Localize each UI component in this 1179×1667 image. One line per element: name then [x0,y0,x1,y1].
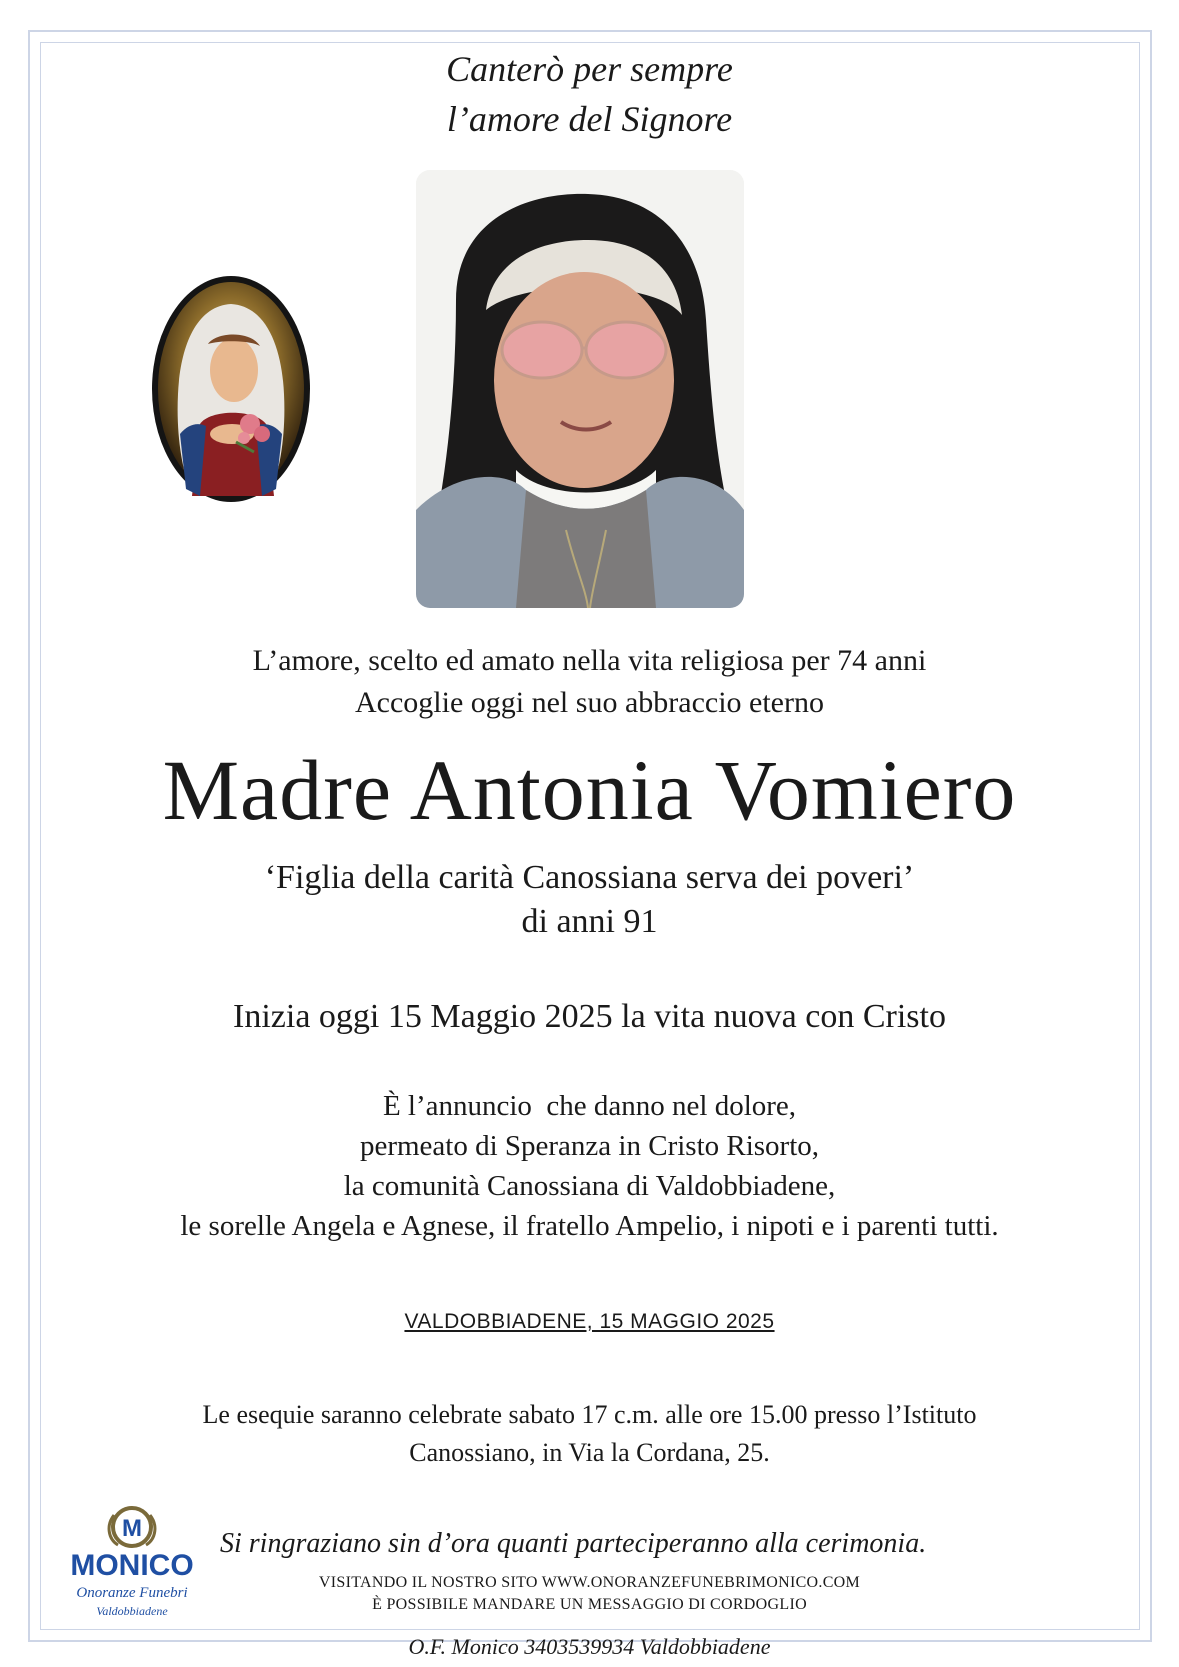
announcement-line-4: le sorelle Angela e Agnese, il fratello Ampelio, i nipoti e i parenti tutti. [180,1210,999,1242]
footer-contact: O.F. Monico 3403539934 Valdobbiadene [408,1634,771,1659]
passing-line: Inizia oggi 15 Maggio 2025 la vita nuova con Cristo [233,998,946,1035]
logo-town: Valdobbiadene [96,1604,168,1618]
deceased-age: di anni 91 [521,903,658,940]
website-block [0,1572,1179,1616]
announcement-line-2: permeato di Speranza in Cristo Risorto, [359,1130,820,1162]
funeral-line-1: Le esequie saranno celebrate sabato 17 c.m. alle ore 15.00 presso l’Istituto [202,1400,977,1429]
deceased-name: Madre Antonia Vomiero [162,742,1017,838]
madonna-image [150,274,312,504]
place-date: VALDOBBIADENE, 15 MAGGIO 2025 [404,1310,775,1333]
intro-line-1: L’amore, scelto ed amato nella vita religiosa per 74 anni [252,644,927,677]
announcement-block [0,1086,1179,1246]
intro-line-2: Accoglie oggi nel suo abbraccio eterno [355,686,824,719]
verse-block [0,44,1179,144]
logo-brand: MONICO [70,1549,194,1582]
funeral-line-2: Canossiano, in Via la Cordana, 25. [409,1438,770,1467]
portrait-photo [416,170,744,608]
announcement-line-3: la comunità Canossiana di Valdobbiadene, [343,1170,836,1202]
verse-line-1: Canterò per sempre [446,49,733,89]
website-line-2: È POSSIBILE MANDARE UN MESSAGGIO DI CORDOGLIO [372,1596,807,1613]
deceased-title: ‘Figlia della carità Canossiana serva dei poveri’ [264,859,915,896]
logo-letter: M [122,1515,142,1542]
deceased-details [0,856,1179,944]
funeral-info [0,1396,1179,1472]
nun-portrait-image [416,170,744,608]
verse-line-2: l’amore del Signore [446,99,733,139]
website-line-1: VISITANDO IL NOSTRO SITO WWW.ONORANZEFUNEBRIMONICO.COM [318,1574,861,1591]
thanks-line: Si ringraziano sin d’ora quanti parteciperanno alla cerimonia. [220,1528,927,1559]
announcement-line-1: È l’annuncio che danno nel dolore, [382,1090,797,1122]
logo-subtitle: Onoranze Funebri [76,1585,188,1601]
intro-block [0,640,1179,724]
